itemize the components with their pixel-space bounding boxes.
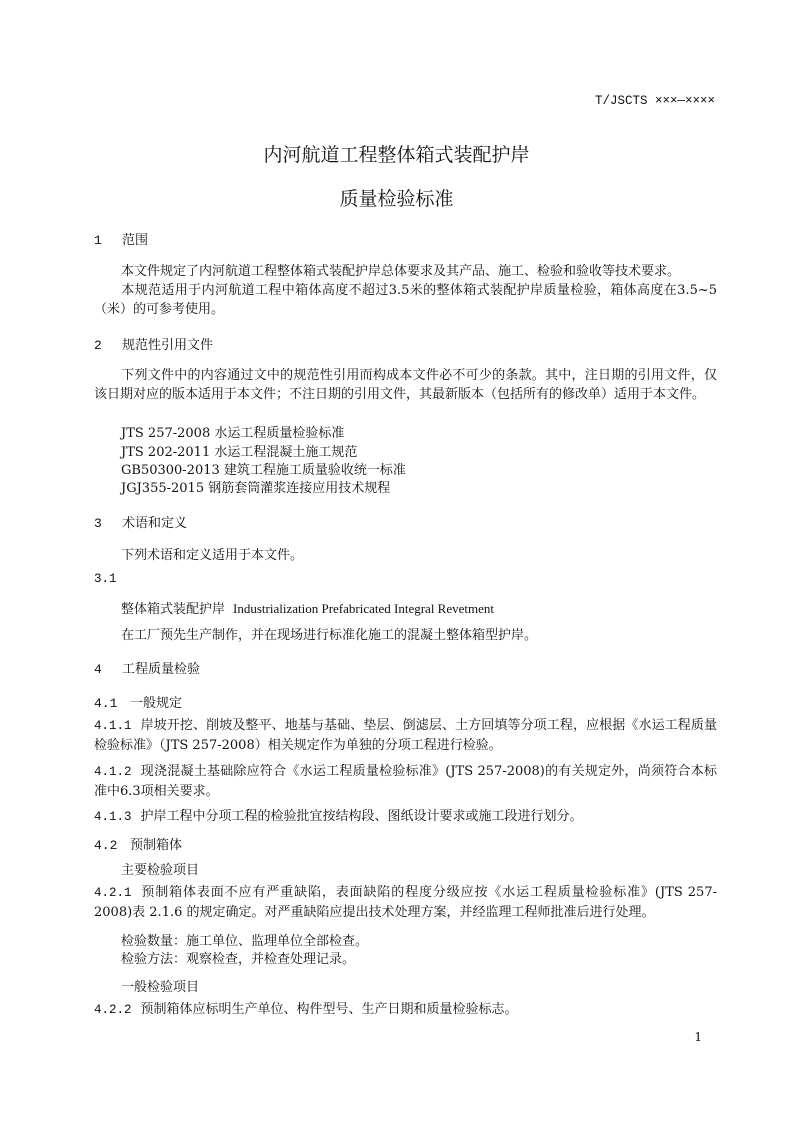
term-number: 3.1 — [94, 572, 117, 586]
section-number: 2 — [94, 338, 102, 353]
paragraph-text: 本文件规定了内河航道工程整体箱式装配护岸总体要求及其产品、施工、检验和验收等技术要求。 — [121, 264, 681, 279]
paragraph-text: 下列文件中的内容通过文中的规范性引用而构成本文件必不可少的条款。其中，注日期的引用文件，仅该日期对应的版本适用于本文件；不注日期的引用文件，其最新版本（包括所有的修改单）适用于本文件。 — [94, 368, 717, 402]
clause — [94, 807, 717, 827]
clause-text: 岸坡开挖、削坡及整平、地基与基础、垫层、倒滤层、土方回填等分项工程，应根据《水运工程质量检验标准》（JTS 257-2008）相关规定作为单独的分项工程进行检验。 — [94, 718, 717, 753]
clause-text: 现浇混凝土基础除应符合《水运工程质量检验标准》(JTS 257-2008)的有关规定外，尚须符合本标准中6.3项相关要求。 — [94, 764, 717, 799]
section-heading — [94, 658, 200, 677]
paragraph — [94, 281, 717, 319]
subsection-number: 4.2 — [94, 838, 118, 853]
term-entry — [121, 598, 494, 617]
paragraph — [94, 262, 717, 281]
section-number: 4 — [94, 662, 102, 677]
section-heading — [94, 229, 148, 248]
reference-item: JGJ355-2015 钢筋套筒灌浆连接应用技术规程 — [121, 481, 391, 496]
inspection-method: 检验方法：观察检查，并检查处理记录。 — [121, 952, 356, 967]
standard-code: T/JSCTS ×××—×××× — [594, 94, 715, 108]
section-heading — [94, 334, 213, 353]
term-english: Industrialization Prefabricated Integral Revetment — [233, 601, 494, 616]
clause-number: 4.1.3 — [94, 810, 132, 824]
clause — [94, 716, 717, 755]
section-number: 1 — [94, 233, 102, 248]
subsection-title: 一般规定 — [130, 696, 183, 711]
section-title: 术语和定义 — [122, 516, 188, 531]
clause — [94, 883, 717, 922]
reference-item: JTS 257-2008 水运工程质量检验标准 — [121, 426, 345, 441]
paragraph: 下列术语和定义适用于本文件。 — [121, 548, 304, 563]
clause-number: 4.2.1 — [94, 886, 132, 900]
clause-number: 4.2.2 — [94, 1003, 132, 1017]
reference-item: JTS 202-2011 水运工程混凝土施工规范 — [121, 445, 358, 460]
subsection-title: 预制箱体 — [130, 838, 183, 853]
clause-text: 护岸工程中分项工程的检验批宜按结构段、图纸设计要求或施工段进行划分。 — [140, 809, 583, 824]
subsection-heading — [94, 834, 182, 853]
inspection-quantity: 检验数量：施工单位、监理单位全部检查。 — [121, 934, 369, 949]
clause-text: 预制箱体表面不应有严重缺陷，表面缺陷的程度分级应按《水运工程质量检验标准》(JTS 257-2008)表 2.1.6 的规定确定。对严重缺陷应提出技术处理方案，并经监理工程师批准后进行处理。 — [94, 885, 717, 920]
section-title: 规范性引用文件 — [122, 338, 214, 353]
page-number: 1 — [694, 1030, 702, 1044]
reference-item: GB50300-2013 建筑工程施工质量验收统一标准 — [121, 463, 406, 478]
paragraph-text: 本规范适用于内河航道工程中箱体高度不超过3.5米的整体箱式装配护岸质量检验，箱体高度在3.5~5（米）的可参考使用。 — [94, 283, 717, 317]
subsection-number: 4.1 — [94, 696, 118, 711]
term-chinese: 整体箱式装配护岸 — [121, 602, 226, 617]
clause — [94, 762, 717, 801]
term-definition: 在工厂预先生产制作，并在现场进行标准化施工的混凝土整体箱型护岸。 — [121, 628, 538, 643]
doc-title-line1: 内河航道工程整体箱式装配护岸 — [263, 144, 530, 166]
clause-number: 4.1.1 — [94, 719, 132, 733]
item-category: 一般检验项目 — [121, 980, 200, 995]
doc-title-line2: 质量检验标准 — [339, 188, 454, 210]
section-heading — [94, 512, 187, 531]
clause-number: 4.1.2 — [94, 765, 132, 779]
clause-text: 预制箱体应标明生产单位、构件型号、生产日期和质量检验标志。 — [140, 1002, 518, 1017]
clause — [94, 1000, 717, 1020]
item-category: 主要检验项目 — [121, 863, 200, 878]
section-title: 工程质量检验 — [122, 662, 201, 677]
subsection-heading — [94, 692, 182, 711]
paragraph — [94, 366, 717, 404]
section-number: 3 — [94, 516, 102, 531]
section-title: 范围 — [122, 233, 149, 248]
